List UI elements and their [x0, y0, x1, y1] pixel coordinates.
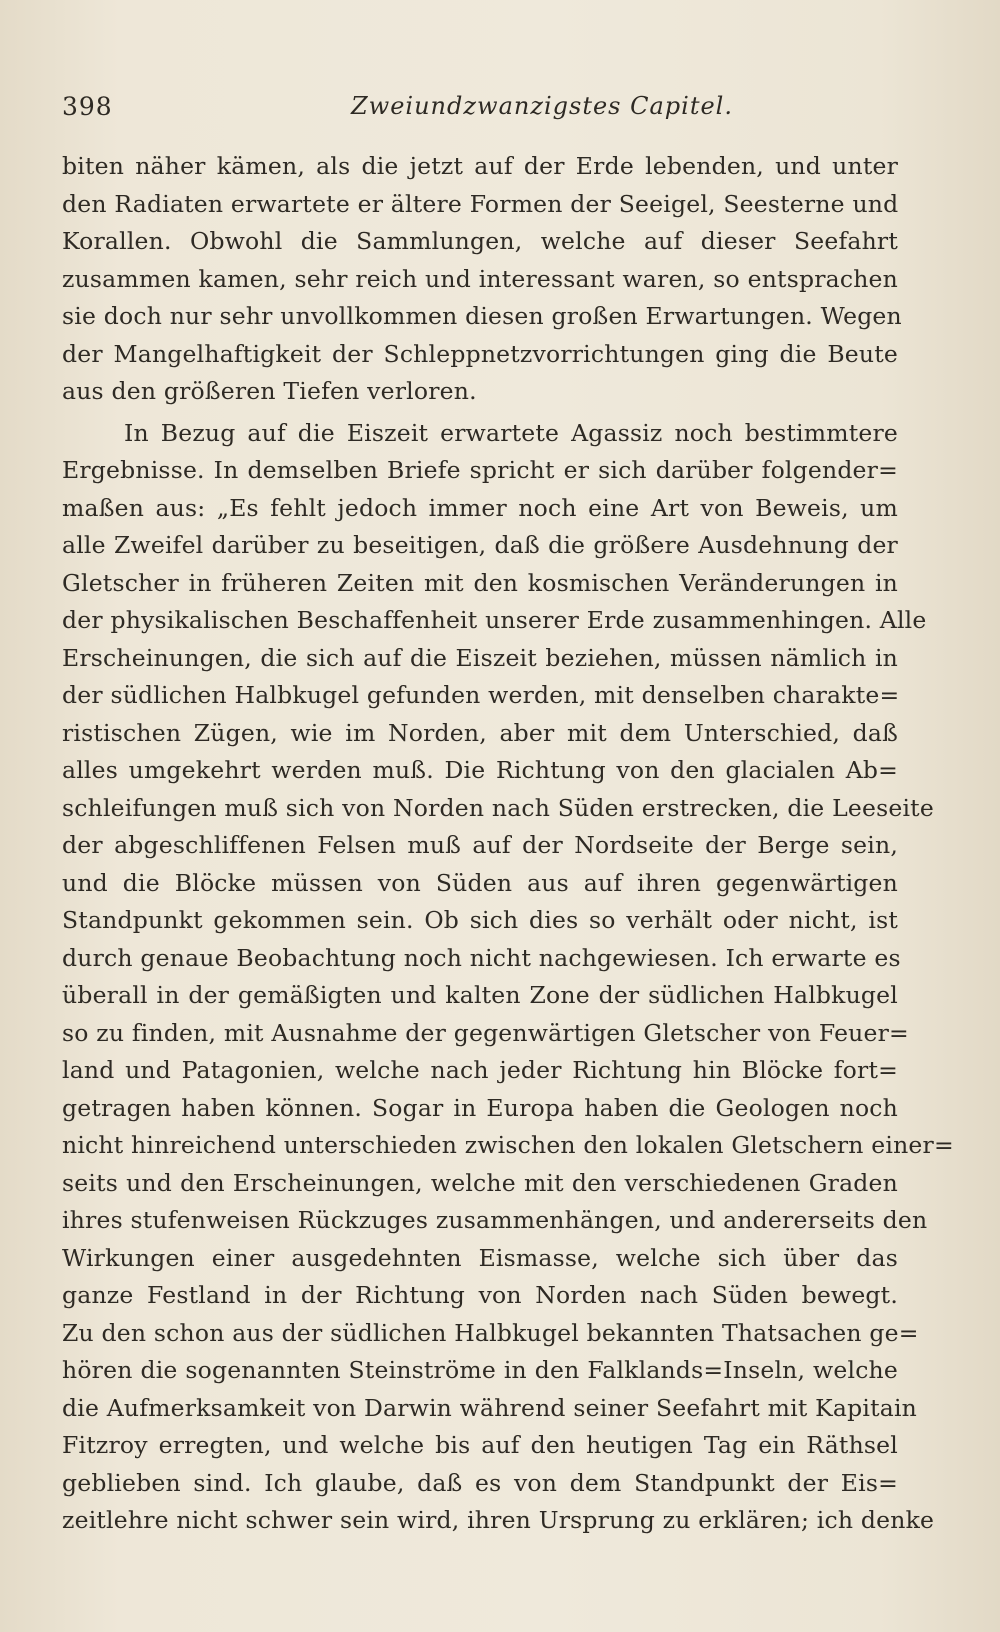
text-line: überall in der gemäßigten und kalten Zone der südlichen Halbkugel [62, 981, 898, 1009]
text-line: ihres stufenweisen Rückzuges zusammenhängen, und andererseits den [62, 1206, 928, 1234]
text-line: ganze Festland in der Richtung von Norden nach Süden bewegt. [62, 1281, 898, 1309]
text-line: der abgeschliffenen Felsen muß auf der Nordseite der Berge sein, [62, 831, 898, 859]
text-line: der Mangelhaftigkeit der Schleppnetzvorrichtungen ging die Beute [62, 339, 898, 368]
text-line: alle Zweifel darüber zu beseitigen, daß die größere Ausdehnung der [62, 531, 898, 559]
text-line: hören die sogenannten Steinströme in den Falklands=Inseln, welche [62, 1356, 898, 1384]
text-line: Korallen. Obwohl die Sammlungen, welche auf dieser Seefahrt [62, 227, 898, 255]
text-line: geblieben sind. Ich glaube, daß es von dem Standpunkt der Eis= [62, 1468, 898, 1497]
text-line: schleifungen muß sich von Norden nach Süden erstrecken, die Leeseite [62, 793, 934, 822]
text-line: der physikalischen Beschaffenheit unserer Erde zusammenhingen. Alle [62, 606, 927, 634]
page-header [62, 92, 898, 126]
text-line: ristischen Zügen, wie im Norden, aber mit dem Unterschied, daß [62, 718, 898, 747]
text-line: die Aufmerksamkeit von Darwin während seiner Seefahrt mit Kapitain [62, 1393, 918, 1422]
text-line: Ergebnisse. In demselben Briefe spricht er sich darüber folgender= [62, 456, 898, 484]
text-line: Gletscher in früheren Zeiten mit den kosmischen Veränderungen in [62, 568, 898, 597]
text-line: so zu finden, mit Ausnahme der gegenwärtigen Gletscher von Feuer= [62, 1018, 909, 1047]
text-line: nicht hinreichend unterschieden zwischen den lokalen Gletschern einer= [62, 1131, 954, 1159]
text-line: getragen haben können. Sogar in Europa haben die Geologen noch [62, 1093, 898, 1122]
text-line: alles umgekehrt werden muß. Die Richtung von den glacialen Ab= [62, 756, 898, 784]
text-line: biten näher kämen, als die jetzt auf der Erde lebenden, und unter [62, 152, 898, 180]
text-line: den Radiaten erwartete er ältere Formen der Seeigel, Seesterne und [62, 189, 899, 218]
text-line: Standpunkt gekommen sein. Ob sich dies so verhält oder nicht, ist [62, 906, 898, 934]
page-number: 398 [62, 92, 113, 121]
text-line: Zu den schon aus der südlichen Halbkugel bekannten Thatsachen ge= [62, 1318, 919, 1347]
text-line: seits und den Erscheinungen, welche mit den verschiedenen Graden [62, 1168, 898, 1197]
body-text [62, 148, 954, 1540]
text-line: der südlichen Halbkugel gefunden werden, mit denselben charakte= [62, 681, 900, 709]
text-line: Wirkungen einer ausgedehnten Eismasse, welche sich über das [62, 1243, 898, 1272]
paragraph-start-line: In Bezug auf die Eiszeit erwartete Agassiz noch bestimmtere [124, 418, 898, 447]
text-line: zusammen kamen, sehr reich und interessant waren, so entsprachen [62, 264, 898, 293]
running-title: Zweiundzwanzigstes Capitel. [351, 92, 733, 120]
text-line: Erscheinungen, die sich auf die Eiszeit beziehen, müssen nämlich in [62, 643, 898, 672]
text-line: zeitlehre nicht schwer sein wird, ihren Ursprung zu erklären; ich denke [62, 1506, 935, 1534]
text-line: Fitzroy erregten, und welche bis auf den heutigen Tag ein Räthsel [62, 1431, 898, 1459]
text-line: durch genaue Beobachtung noch nicht nachgewiesen. Ich erwarte es [62, 943, 901, 972]
text-line: und die Blöcke müssen von Süden aus auf ihren gegenwärtigen [62, 868, 898, 897]
text-line: aus den größeren Tiefen verloren. [62, 377, 477, 405]
text-line: maßen aus: „Es fehlt jedoch immer noch eine Art von Beweis, um [62, 493, 898, 522]
text-line: land und Patagonien, welche nach jeder Richtung hin Blöcke fort= [62, 1056, 898, 1084]
text-line: sie doch nur sehr unvollkommen diesen großen Erwartungen. Wegen [62, 302, 902, 330]
